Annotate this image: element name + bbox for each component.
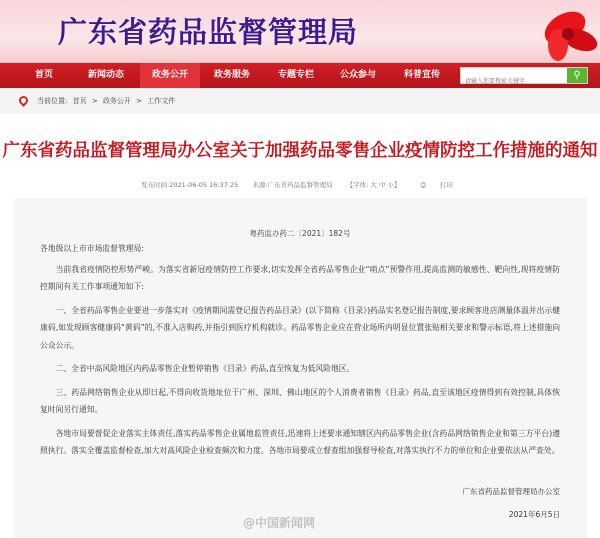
signature: 广东省药品监督管理局办公室 (462, 487, 560, 496)
breadcrumb-work-docs[interactable]: 工作文件 (147, 97, 176, 105)
breadcrumb-separator: > (136, 97, 143, 105)
publish-time: 发布时间:2021-06-05 16:37:25 (141, 181, 239, 189)
font-size-control[interactable]: 【字体: 大 中 小】 (346, 181, 401, 189)
nav-topics[interactable]: 专题专栏 (277, 70, 314, 80)
paragraph: 三、药品网络销售企业从即日起,不得向收货地址位于广州、深圳、佛山地区的个人消费者销售《目录》药品,直至该地区疫情得到有效控制,具体恢复时间另行通知。 (40, 387, 560, 414)
document-number: 粤药监办药二〔2021〕182号 (249, 229, 351, 238)
location-pin-icon (17, 94, 30, 107)
nav-news[interactable]: 新闻动态 (87, 70, 124, 80)
site-title: 广东省药品监督管理局 (58, 15, 359, 49)
paragraph: 当前我省疫情防控形势严峻。为落实省新冠疫情防控工作要求,切实发挥全省药品零售企业“哨点”预警作用,提高监测的敏感性、靶向性,现将疫情防控期间有关工作事项通知如下: (40, 264, 560, 291)
site-banner (0, 0, 600, 64)
paragraph: 各地市局要督促企业落实主体责任,落实药品零售企业属地监管责任,迅速将上述要求通知辖区内药品零售企业(含药品网络销售企业和第三方平台)遵照执行。落实全覆盖监督检查,加大对高风险企业检查频次和力度。各地市局要成立督查组加强督导检查,对落实执行不力的单位和企业要依法从严查处。 (40, 428, 560, 455)
breadcrumb (0, 88, 600, 114)
flower-decoration-icon (510, 0, 600, 64)
print-label: 打印 (439, 181, 453, 189)
nav-home[interactable]: 首页 (34, 70, 53, 80)
printer-icon: ⎙ (420, 181, 428, 189)
print-button[interactable] (415, 181, 459, 189)
paragraph: 二、全省中高风险地区内药品零售企业暂停销售《目录》药品,直至恢复为低风险地区。 (55, 364, 355, 373)
search-button[interactable] (567, 68, 587, 83)
paragraph: 一、全省药品零售企业要进一步落实对《疫情期间需登记报告药品目录》(以下简称《目录》)药品实名登记报告制度,要求顾客进店测量体温并出示健康码,如发现顾客健康码“黄码”的,不准入店购药,并指引到医疗机构就诊。药品零售企业应在营业场所内明显位置张贴相关要求和警示标语,将上述措施向公众公示。 (40, 305, 560, 350)
article-title: 广东省药品监督管理局办公室关于加强药品零售企业疫情防控工作措施的通知 (2, 141, 598, 161)
article-body (40, 240, 560, 466)
breadcrumb-label: 当前位置: (37, 97, 68, 105)
watermark: @中国新闻网 (243, 516, 316, 530)
salutation: 各地级以上市市场监督管理局: (40, 244, 144, 253)
source: 来源:广东省药品监督管理局 (252, 181, 333, 189)
breadcrumb-home[interactable]: 首页 (72, 97, 87, 105)
article-meta (0, 180, 600, 190)
search-box (460, 67, 588, 84)
nav-science[interactable]: 科普宣传 (403, 70, 440, 80)
article-date: 2021年6月5日 (508, 510, 560, 519)
breadcrumb-gov-info[interactable]: 政务公开 (102, 97, 131, 105)
nav-gov-service[interactable]: 政务服务 (213, 70, 250, 80)
search-icon: ⚲ (573, 70, 581, 81)
breadcrumb-separator: > (91, 97, 98, 105)
nav-public[interactable]: 公众参与 (339, 70, 376, 80)
nav-gov-info[interactable]: 政务公开 (140, 63, 200, 88)
